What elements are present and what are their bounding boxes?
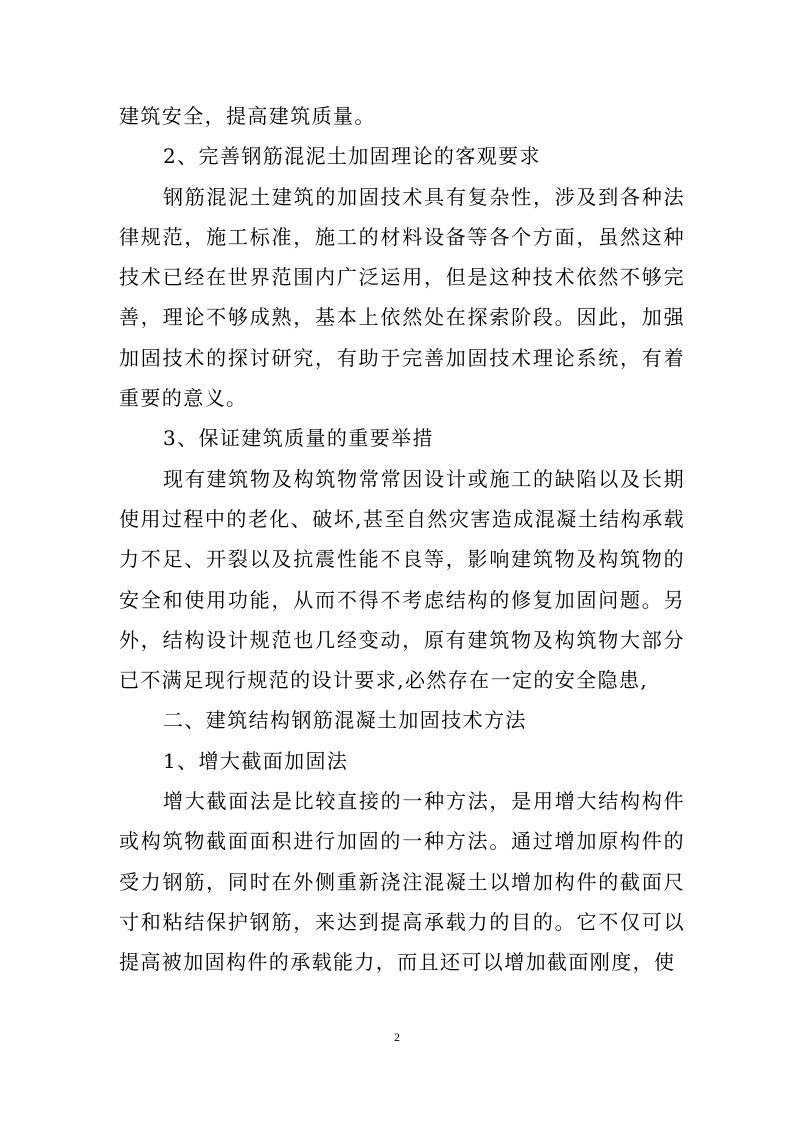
paragraph-quality: 现有建筑物及构筑物常常因设计或施工的缺陷以及长期使用过程中的老化、破坏,甚至自然灾害造成混凝土结构承载力不足、开裂以及抗震性能不良等，影响建筑物及构筑物的安全和使用功能，从而不得不考虑结构的修复加固问题。另外，结构设计规范也几经变动，原有建筑物及构筑物大部分已不满足现行规范的设计要求,必然存在一定的安全隐患, xyxy=(119,466,685,693)
document-body xyxy=(119,96,685,983)
subheading-1: 1、增大截面加固法 xyxy=(163,748,349,773)
paragraph-continuation: 建筑安全，提高建筑质量。 xyxy=(119,104,376,128)
subheading-2: 2、完善钢筋混泥土加固理论的客观要求 xyxy=(163,144,541,169)
section-heading-2: 二、建筑结构钢筋混凝土加固技术方法 xyxy=(163,708,527,733)
subheading-3: 3、保证建筑质量的重要举措 xyxy=(163,426,434,451)
paragraph-theory: 钢筋混泥土建筑的加固技术具有复杂性，涉及到各种法律规范，施工标准，施工的材料设备等各个方面，虽然这种技术已经在世界范围内广泛运用，但是这种技术依然不够完善，理论不够成熟，基本上依然处在探索阶段。因此，加强加固技术的探讨研究，有助于完善加固技术理论系统，有着重要的意义。 xyxy=(119,184,685,411)
paragraph-section-method: 增大截面法是比较直接的一种方法，是用增大结构构件或构筑物截面面积进行加固的一种方法。通过增加原构件的受力钢筋，同时在外侧重新浇注混凝土以增加构件的截面尺寸和粘结保护钢筋，来达到提高承载力的目的。它不仅可以提高被加固构件的承载能力，而且还可以增加截面刚度，使 xyxy=(119,789,685,975)
page-number: 2 xyxy=(394,1030,400,1044)
